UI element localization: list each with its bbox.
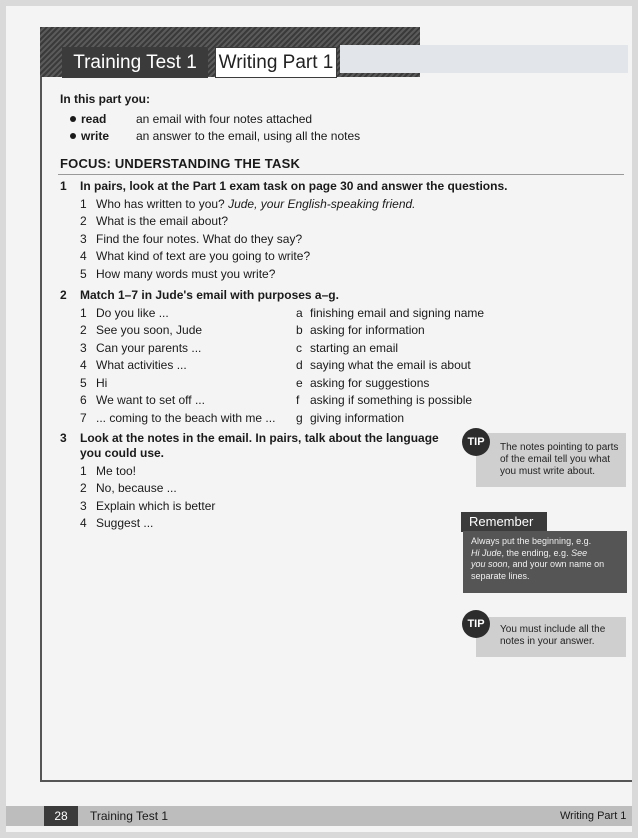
q2-number: 2	[60, 288, 67, 302]
q2-left-number: 2	[80, 323, 87, 337]
q2-left-text: We want to set off ...	[96, 393, 205, 407]
q2-right-letter: b	[296, 323, 303, 337]
q2-right-text: starting an email	[310, 341, 399, 355]
q2-left-text: See you soon, Jude	[96, 323, 203, 337]
tip-text: You must include all the notes in your answer.	[500, 624, 606, 647]
intro-term-write: write	[81, 129, 110, 143]
q2-instruction: Match 1–7 in Jude's email with purposes a–g.	[80, 288, 339, 302]
q1-item-text: What kind of text are you going to write?	[96, 249, 311, 263]
q2-right-letter: a	[296, 306, 303, 320]
q2-right-letter: g	[296, 411, 303, 425]
intro-term-read: read	[81, 112, 107, 126]
footer-right-title: Writing Part 1	[560, 810, 627, 822]
ghost-tab-reading	[340, 45, 436, 73]
q3-item-text: Me too!	[96, 464, 137, 478]
q2-right-text: finishing email and signing name	[310, 306, 485, 320]
tip-text: The notes pointing to parts of the email tell you what you must write about.	[500, 442, 619, 477]
tip-badge: TIP	[462, 610, 490, 638]
q2-left-text: Can your parents ...	[96, 341, 202, 355]
q3-item-number: 1	[80, 464, 87, 478]
q3-number: 3	[60, 431, 67, 445]
q1-item-number: 1	[80, 197, 87, 211]
focus-divider	[58, 174, 624, 175]
q2-right-text: giving information	[310, 411, 405, 425]
q3-item-text: No, because ...	[96, 481, 177, 495]
q2-right-text: saying what the email is about	[310, 358, 471, 372]
ghost-tab-exam	[426, 45, 628, 73]
q3-item-number: 3	[80, 499, 87, 513]
q1-item-number: 5	[80, 267, 87, 281]
bullet-icon	[70, 116, 76, 122]
tab-training-test: Training Test 1	[62, 47, 208, 78]
q2-right-letter: e	[296, 376, 303, 390]
q2-right-text: asking for suggestions	[310, 376, 430, 390]
q1-instruction: In pairs, look at the Part 1 exam task on page 30 and answer the questions.	[80, 179, 508, 193]
q3-instruction-line1: Look at the notes in the email. In pairs, talk about the language	[80, 431, 439, 445]
q2-left-number: 7	[80, 411, 87, 425]
remember-text: Always put the beginning, e.g. Hi Jude, the ending, e.g. See you soon, and your own name on separate lines.	[471, 536, 605, 581]
q1-item-number: 3	[80, 232, 87, 246]
page-frame-bottom	[40, 780, 632, 782]
intro-desc-read: an email with four notes attached	[136, 112, 313, 126]
q1-item-text: Who has written to you? Jude, your English-speaking friend.	[96, 197, 416, 211]
q3-item-number: 2	[80, 481, 87, 495]
q2-right-letter: f	[296, 393, 300, 407]
page-number: 28	[44, 806, 78, 826]
q2-left-text: Hi	[96, 376, 108, 390]
bleed-through-text	[458, 96, 461, 108]
q3-item-number: 4	[80, 516, 87, 530]
q1-item-number: 2	[80, 214, 87, 228]
q2-left-text: Do you like ...	[96, 306, 169, 320]
q2-left-number: 1	[80, 306, 87, 320]
page-frame-left	[40, 77, 42, 782]
q2-right-text: asking for information	[310, 323, 425, 337]
q3-item-text: Suggest ...	[96, 516, 154, 530]
tab-writing-part: Writing Part 1	[215, 47, 337, 78]
q1-number: 1	[60, 179, 67, 193]
q2-left-number: 5	[80, 376, 87, 390]
q1-item-number: 4	[80, 249, 87, 263]
bullet-icon	[70, 133, 76, 139]
q3-instruction-line2: you could use.	[80, 446, 165, 460]
q1-item-text: How many words must you write?	[96, 267, 276, 281]
remember-title: Remember	[461, 512, 547, 532]
footer-left-title: Training Test 1	[90, 809, 169, 823]
q3-item-text: Explain which is better	[96, 499, 216, 513]
intro-desc-write: an answer to the email, using all the notes	[136, 129, 361, 143]
q1-item-answer: Jude, your English-speaking friend.	[228, 197, 416, 211]
q2-left-text: ... coming to the beach with me ...	[96, 411, 276, 425]
q2-left-number: 3	[80, 341, 87, 355]
q2-right-letter: c	[296, 341, 302, 355]
intro-heading: In this part you:	[60, 92, 150, 106]
q2-left-number: 4	[80, 358, 87, 372]
tip-badge: TIP	[462, 428, 490, 456]
q2-right-text: asking if something is possible	[310, 393, 473, 407]
focus-title: FOCUS: UNDERSTANDING THE TASK	[60, 156, 301, 171]
q2-left-text: What activities ...	[96, 358, 187, 372]
q1-item-text: What is the email about?	[96, 214, 229, 228]
q2-right-letter: d	[296, 358, 303, 372]
q1-item-text: Find the four notes. What do they say?	[96, 232, 303, 246]
q2-left-number: 6	[80, 393, 87, 407]
